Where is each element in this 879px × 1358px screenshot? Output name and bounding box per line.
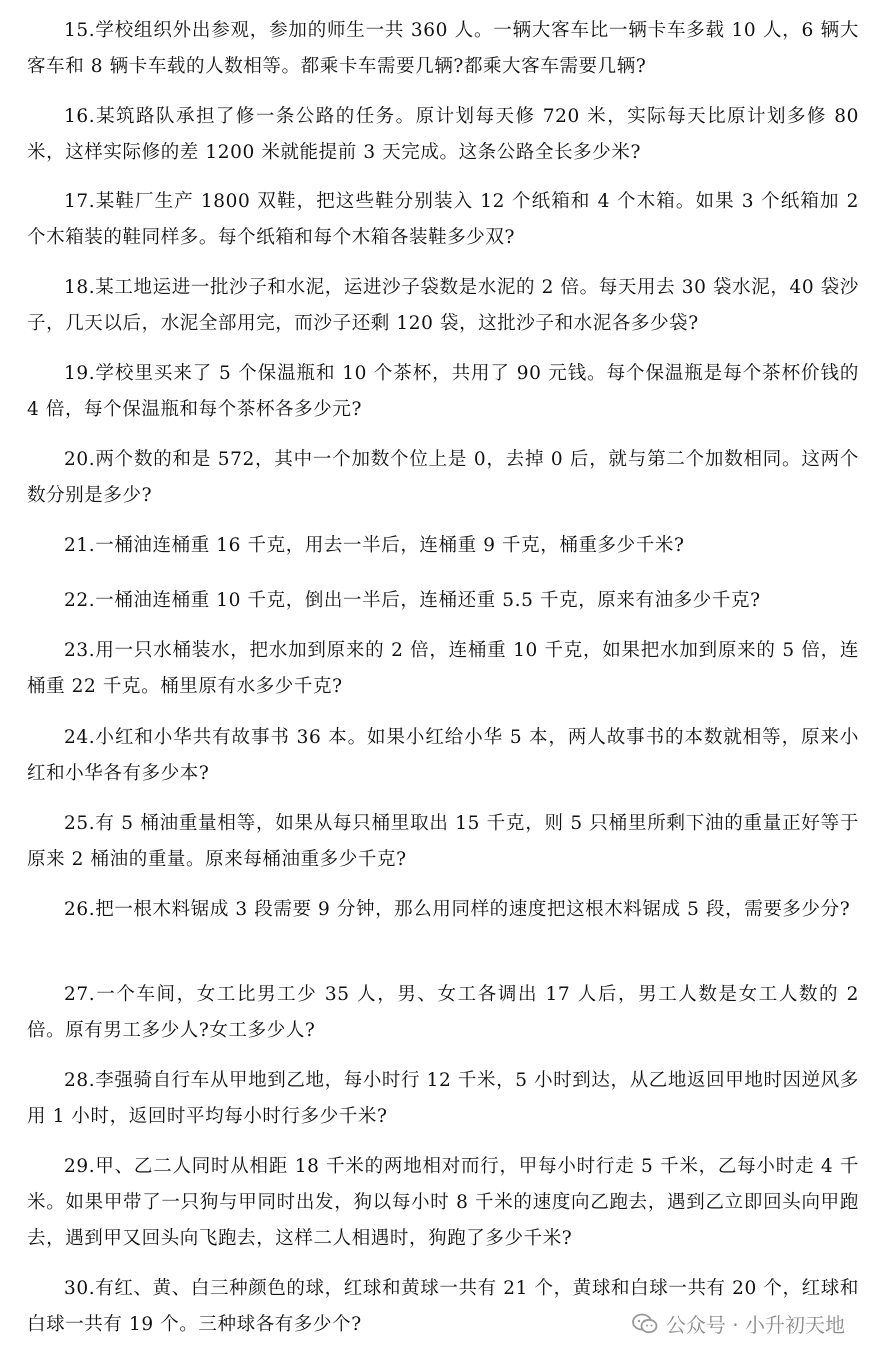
problem-25: 25.有 5 桶油重量相等，如果从每只桶里取出 15 千克，则 5 只桶里所剩下油的重量正好等于原来 2 桶油的重量。原来每桶油重多少千克? <box>27 813 859 870</box>
problem-17: 17.某鞋厂生产 1800 双鞋，把这些鞋分别装入 12 个纸箱和 4 个木箱。如果 3 个纸箱加 2 个木箱装的鞋同样多。每个纸箱和每个木箱各装鞋多少双? <box>27 191 859 248</box>
problem-23: 23.用一只水桶装水，把水加到原来的 2 倍，连桶重 10 千克，如果把水加到原来的 5 倍，连桶重 22 千克。桶里原有水多少千克? <box>27 640 859 697</box>
problem-16: 16.某筑路队承担了修一条公路的任务。原计划每天修 720 米，实际每天比原计划多修 80 米，这样实际修的差 1200 米就能提前 3 天完成。这条公路全长多少米? <box>27 106 859 163</box>
problem-18: 18.某工地运进一批沙子和水泥，运进沙子袋数是水泥的 2 倍。每天用去 30 袋水泥，40 袋沙子，几天以后，水泥全部用完，而沙子还剩 120 袋，这批沙子和水泥各多少袋? <box>27 277 859 334</box>
problem-28: 28.李强骑自行车从甲地到乙地，每小时行 12 千米，5 小时到达，从乙地返回甲地时因逆风多用 1 小时，返回时平均每小时行多少千米? <box>27 1070 859 1127</box>
watermark <box>628 1309 849 1338</box>
problem-21: 21.一桶油连桶重 16 千克，用去一半后，连桶重 9 千克，桶重多少千米? <box>64 535 685 556</box>
problem-19: 19.学校里买来了 5 个保温瓶和 10 个茶杯，共用了 90 元钱。每个保温瓶是每个茶杯价钱的 4 倍，每个保温瓶和每个茶杯各多少元? <box>27 363 859 420</box>
problem-24: 24.小红和小华共有故事书 36 本。如果小红给小华 5 本，两人故事书的本数就相等，原来小红和小华各有多少本? <box>27 727 859 784</box>
problem-26: 26.把一根木料锯成 3 段需要 9 分钟，那么用同样的速度把这根木料锯成 5 段，需要多少分? <box>64 899 851 920</box>
problem-29: 29.甲、乙二人同时从相距 18 千米的两地相对而行，甲每小时行走 5 千米，乙每小时走 4 千米。如果甲带了一只狗与甲同时出发，狗以每小时 8 千米的速度向乙跑去，遇到乙立即回头向甲跑去，遇到甲又回头向飞跑去，这样二人相遇时，狗跑了多少千米? <box>27 1156 859 1249</box>
problem-22: 22.一桶油连桶重 10 千克，倒出一半后，连桶还重 5.5 千克，原来有油多少千克? <box>64 590 761 611</box>
problem-20: 20.两个数的和是 572，其中一个加数个位上是 0，去掉 0 后，就与第二个加数相同。这两个数分别是多少? <box>27 449 859 506</box>
watermark-text: 公众号 · 小升初天地 <box>665 1313 845 1337</box>
problem-15: 15.学校组织外出参观，参加的师生一共 360 人。一辆大客车比一辆卡车多载 10 人，6 辆大客车和 8 辆卡车载的人数相等。都乘卡车需要几辆?都乘大客车需要几辆? <box>27 20 859 77</box>
problem-30: 30.有红、黄、白三种颜色的球，红球和黄球一共有 21 个，黄球和白球一共有 20 个，红球和白球一共有 19 个。三种球各有多少个? <box>27 1278 859 1335</box>
wechat-official-account-icon <box>632 1313 658 1335</box>
problem-27: 27.一个车间，女工比男工少 35 人，男、女工各调出 17 人后，男工人数是女工人数的 2 倍。原有男工多少人?女工多少人? <box>27 984 859 1041</box>
